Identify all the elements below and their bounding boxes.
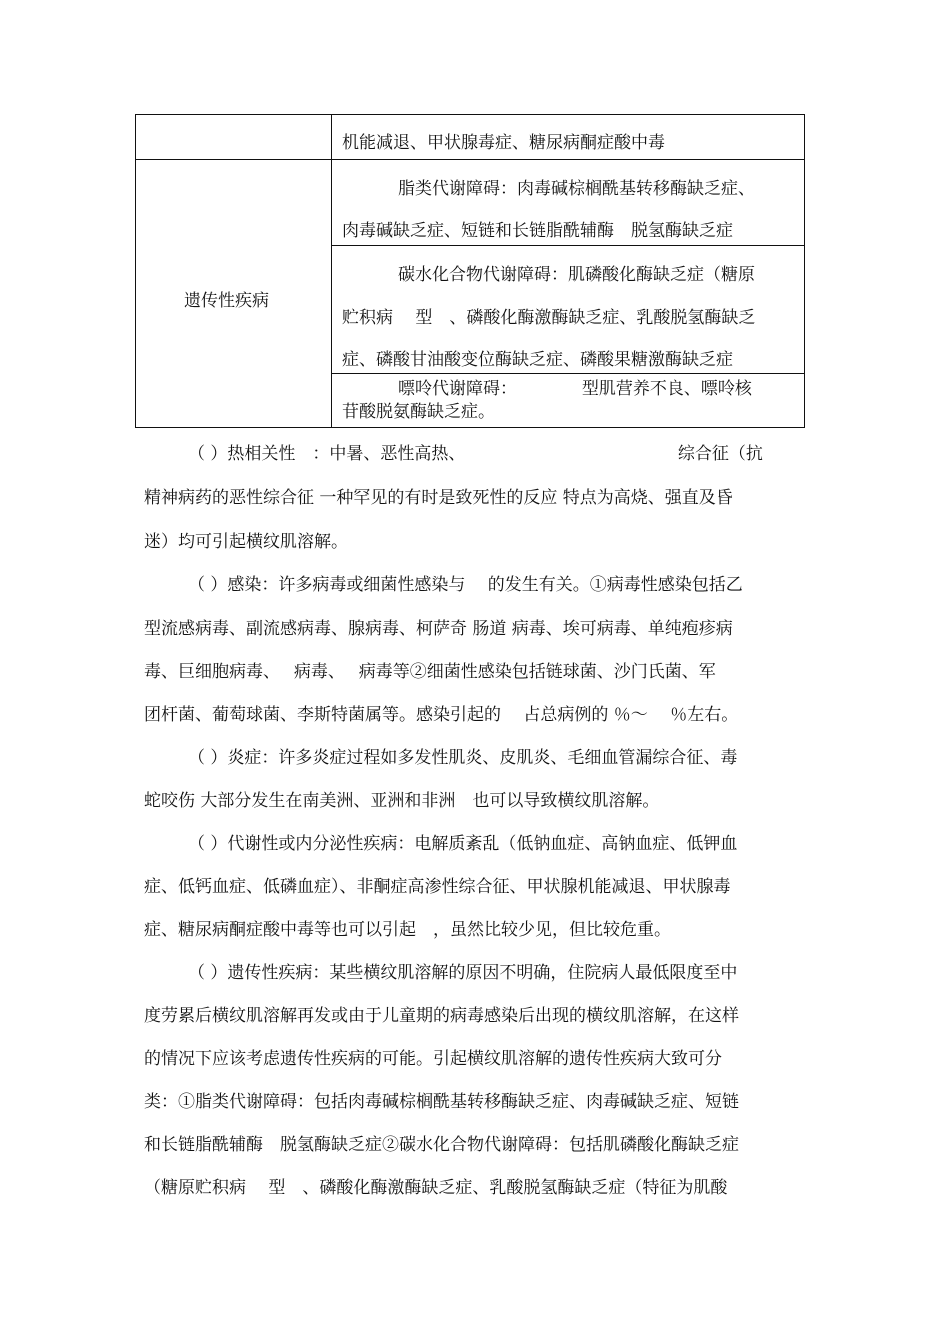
table-cell-carb-line1: 碳水化合物代谢障碍：肌磷酸化酶缺乏症（糖原	[398, 265, 755, 285]
paragraph-infection-line: 毒、巨细胞病毒、 病毒、 病毒等②细菌性感染包括链球菌、沙门氏菌、军	[144, 662, 716, 682]
paragraph-hereditary-line: 的情况下应该考虑遗传性疾病的可能。引起横纹肌溶解的遗传性疾病大致可分	[144, 1049, 722, 1069]
paragraph-heat-line: 精神病药的恶性综合征 一种罕见的有时是致死性的反应 特点为高烧、强直及昏	[144, 488, 733, 508]
table-cell-hereditary-label: 遗传性疾病	[184, 291, 269, 311]
paragraph-hereditary-line: 和长链脂酰辅酶 脱氢酶缺乏症②碳水化合物代谢障碍：包括肌磷酸化酶缺乏症	[144, 1135, 739, 1155]
paragraph-metabolic-line: （ ）代谢性或内分泌性疾病：电解质紊乱（低钠血症、高钠血症、低钾血	[188, 834, 738, 854]
table-subrow-divider	[331, 373, 804, 374]
paragraph-inflammation-line: （ ）炎症：许多炎症过程如多发性肌炎、皮肌炎、毛细血管漏综合征、毒	[188, 748, 738, 768]
paragraph-metabolic-line: 症、低钙血症、低磷血症）、非酮症高渗性综合征、甲状腺机能减退、甲状腺毒	[144, 877, 731, 897]
table-cell-purine-line1: 嘌呤代谢障碍： 型肌营养不良、嘌呤核	[398, 379, 752, 399]
table-column-divider	[331, 115, 332, 427]
paragraph-heat-line: （ ）热相关性 ：中暑、恶性高热、 综合征（抗	[188, 444, 763, 464]
table-cell-row0-right: 机能减退、甲状腺毒症、糖尿病酮症酸中毒	[342, 133, 665, 153]
paragraph-hereditary-line: （ ）遗传性疾病：某些横纹肌溶解的原因不明确，住院病人最低限度至中	[188, 963, 738, 983]
paragraph-infection-line: 团杆菌、葡萄球菌、李斯特菌属等。感染引起的 占总病例的 ％～ ％左右。	[144, 705, 739, 725]
paragraph-infection-line: （ ）感染：许多病毒或细菌性感染与 的发生有关。①病毒性感染包括乙	[188, 575, 743, 595]
table-cell-carb-line3: 症、磷酸甘油酸变位酶缺乏症、磷酸果糖激酶缺乏症	[342, 350, 733, 370]
paragraph-inflammation-line: 蛇咬伤 大部分发生在南美洲、亚洲和非洲 也可以导致横纹肌溶解。	[144, 791, 660, 811]
table-cell-carb-line2: 贮积病 型 、磷酸化酶激酶缺乏症、乳酸脱氢酶缺乏	[342, 308, 756, 328]
paragraph-infection-line: 型流感病毒、副流感病毒、腺病毒、柯萨奇 肠道 病毒、埃可病毒、单纯疱疹病	[144, 619, 733, 639]
etiology-table	[135, 114, 805, 428]
paragraph-hereditary-line: 度劳累后横纹肌溶解再发或由于儿童期的病毒感染后出现的横纹肌溶解，在这样	[144, 1006, 739, 1026]
paragraph-hereditary-line: （糖原贮积病 型 、磷酸化酶激酶缺乏症、乳酸脱氢酶缺乏症（特征为肌酸	[144, 1178, 728, 1198]
paragraph-hereditary-line: 类：①脂类代谢障碍：包括肉毒碱棕榈酰基转移酶缺乏症、肉毒碱缺乏症、短链	[144, 1092, 739, 1112]
table-row-divider	[136, 159, 804, 160]
table-cell-lipid-line1: 脂类代谢障碍：肉毒碱棕榈酰基转移酶缺乏症、	[398, 179, 755, 199]
paragraph-metabolic-line: 症、糖尿病酮症酸中毒等也可以引起 ，虽然比较少见，但比较危重。	[144, 920, 671, 940]
table-subrow-divider	[331, 245, 804, 246]
table-cell-lipid-line2: 肉毒碱缺乏症、短链和长链脂酰辅酶 脱氢酶缺乏症	[342, 221, 733, 241]
paragraph-heat-line: 迷）均可引起横纹肌溶解。	[144, 532, 348, 552]
table-cell-purine-line2: 苷酸脱氨酶缺乏症。	[342, 402, 495, 422]
